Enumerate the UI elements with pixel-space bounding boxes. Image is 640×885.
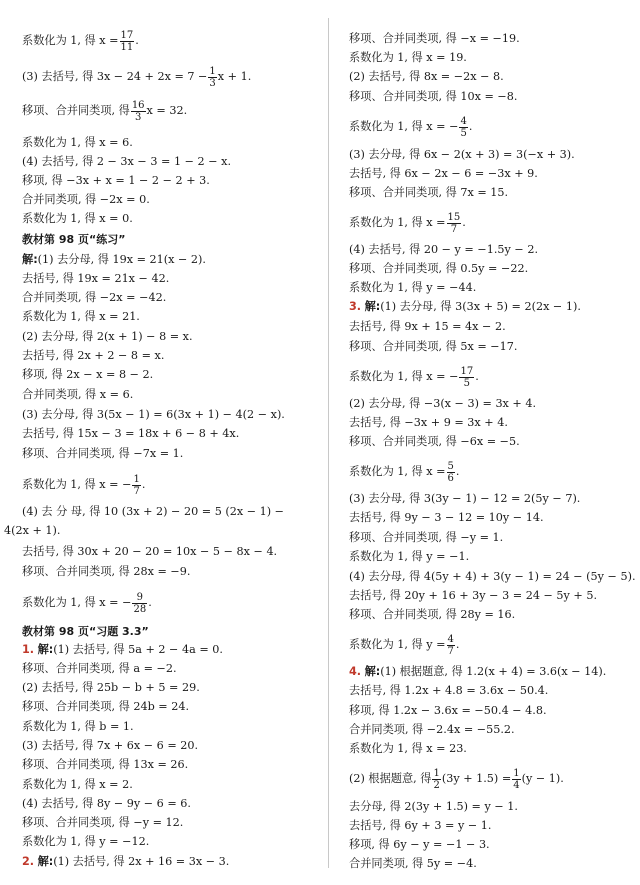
right-line-32: 合并同类项, 得 −2.4x = −55.2. <box>349 723 515 736</box>
right-line-33: 系数化为 1, 得 x = 23. <box>349 742 467 755</box>
right-line-6: (3) 去分母, 得 6x − 2(x + 3) = 3(−x + 3). <box>349 148 575 161</box>
right-line-10: (4) 去括号, 得 20 − y = −1.5y − 2. <box>349 243 538 256</box>
left-line-27: 移项、合并同类项, 得 a = −2. <box>22 662 177 675</box>
right-line-12: 系数化为 1, 得 y = −44. <box>349 281 477 294</box>
left-line-25: 系数化为 1, 得 x = − $\frac{9}{28}$ . <box>22 591 152 615</box>
right-line-11: 移项、合并同类项, 得 0.5y = −22. <box>349 262 529 275</box>
left-line-1: 系数化为 1, 得 x = $\frac{17}{11}$ . <box>22 29 139 53</box>
right-line-13: 3. 解:(1) 去分母, 得 3(3x + 5) = 2(2x − 1). <box>349 300 581 313</box>
left-line-12: 系数化为 1, 得 x = 21. <box>22 310 140 323</box>
left-line-6: 移项, 得 −3x + x = 1 − 2 − 2 + 3. <box>22 174 210 187</box>
left-line-20: 系数化为 1, 得 x = − $\frac{1}{7}$ . <box>22 473 146 497</box>
left-line-18: 去括号, 得 15x − 3 = 18x + 6 − 8 + 4x. <box>22 427 240 440</box>
left-line-21: (4) 去 分 母, 得 10 (3x + 2) − 20 = 5 (2x − 1) − <box>22 505 285 518</box>
left-line-37: 2. 解:(1) 去括号, 得 2x + 16 = 3x − 3. <box>22 855 230 868</box>
left-line-26: 1. 解:(1) 去括号, 得 5a + 2 − 4a = 0. <box>22 643 223 656</box>
right-line-30: 去括号, 得 1.2x + 4.8 = 3.6x − 50.4. <box>349 684 549 697</box>
left-line-19: 移项、合并同类项, 得 −7x = 1. <box>22 447 184 460</box>
left-line-2: (3) 去括号, 得 3x − 24 + 2x = 7 − $\frac{1}{3}$ x + 1. <box>22 65 252 89</box>
fraction: $\frac{4}{5}$ <box>460 115 467 139</box>
right-line-1: 移项、合并同类项, 得 −x = −19. <box>349 32 520 45</box>
left-line-10: 去括号, 得 19x = 21x − 42. <box>22 272 170 285</box>
left-line-11: 合并同类项, 得 −2x = −42. <box>22 291 167 304</box>
left-line-24: 移项、合并同类项, 得 28x = −9. <box>22 565 191 578</box>
right-line-35: 去分母, 得 2(3y + 1.5) = y − 1. <box>349 800 518 813</box>
fraction: $\frac{9}{28}$ <box>133 591 147 615</box>
right-line-34: (2) 根据题意, 得 $\frac{1}{2}$ (3y + 1.5) = $\frac{1}{4}$ (y − 1). <box>349 767 564 791</box>
right-line-24: 系数化为 1, 得 y = −1. <box>349 550 470 563</box>
left-line-17: (3) 去分母, 得 3(5x − 1) = 6(3x + 1) − 4(2 − x). <box>22 408 285 421</box>
right-line-26: 去括号, 得 20y + 16 + 3y − 3 = 24 − 5y + 5. <box>349 589 598 602</box>
left-line-35: 移项、合并同类项, 得 −y = 12. <box>22 816 184 829</box>
right-line-20: 系数化为 1, 得 x = $\frac{5}{6}$ . <box>349 460 460 484</box>
right-line-14: 去括号, 得 9x + 15 = 4x − 2. <box>349 320 506 333</box>
fraction: $\frac{1}{4}$ <box>513 767 520 791</box>
right-line-37: 移项, 得 6y − y = −1 − 3. <box>349 838 490 851</box>
left-line-14: 去括号, 得 2x + 2 − 8 = x. <box>22 349 165 362</box>
fraction: $\frac{17}{11}$ <box>120 29 134 53</box>
left-line-31: (3) 去括号, 得 7x + 6x − 6 = 20. <box>22 739 199 752</box>
right-line-9: 系数化为 1, 得 x = $\frac{15}{7}$ . <box>349 211 466 235</box>
right-line-4: 移项、合并同类项, 得 10x = −8. <box>349 90 518 103</box>
right-line-28: 系数化为 1, 得 y = $\frac{4}{7}$ . <box>349 633 460 657</box>
right-line-31: 移项, 得 1.2x − 3.6x = −50.4 − 4.8. <box>349 704 547 717</box>
right-line-8: 移项、合并同类项, 得 7x = 15. <box>349 186 509 199</box>
left-line-13: (2) 去分母, 得 2(x + 1) − 8 = x. <box>22 330 193 343</box>
right-line-22: 去括号, 得 9y − 3 − 12 = 10y − 14. <box>349 511 544 524</box>
left-line-16: 合并同类项, 得 x = 6. <box>22 388 134 401</box>
section-heading-practice: 教材第 98 页“练习” <box>22 233 126 246</box>
left-line-9: 解:(1) 去分母, 得 19x = 21(x − 2). <box>22 253 206 266</box>
right-line-27: 移项、合并同类项, 得 28y = 16. <box>349 608 516 621</box>
left-line-22: 4(2x + 1). <box>4 524 61 537</box>
right-line-17: (2) 去分母, 得 −3(x − 3) = 3x + 4. <box>349 397 537 410</box>
left-line-28: (2) 去括号, 得 25b − b + 5 = 29. <box>22 681 200 694</box>
right-line-15: 移项、合并同类项, 得 5x = −17. <box>349 340 518 353</box>
right-line-25: (4) 去分母, 得 4(5y + 4) + 3(y − 1) = 24 − (5y − 5). <box>349 570 636 583</box>
left-line-23: 去括号, 得 30x + 20 − 20 = 10x − 5 − 8x − 4. <box>22 545 278 558</box>
left-line-15: 移项, 得 2x − x = 8 − 2. <box>22 368 154 381</box>
left-line-33: 系数化为 1, 得 x = 2. <box>22 778 133 791</box>
section-heading-exercise: 教材第 98 页“习题 3.3” <box>22 625 149 638</box>
fraction: $\frac{15}{7}$ <box>447 211 461 235</box>
right-line-16: 系数化为 1, 得 x = − $\frac{17}{5}$ . <box>349 365 479 389</box>
left-line-3: 移项、合并同类项, 得 $\frac{16}{3}$ x = 32. <box>22 99 188 123</box>
right-line-5: 系数化为 1, 得 x = − $\frac{4}{5}$ . <box>349 115 473 139</box>
fraction: $\frac{1}{3}$ <box>209 65 216 89</box>
fraction: $\frac{1}{7}$ <box>133 473 140 497</box>
left-line-30: 系数化为 1, 得 b = 1. <box>22 720 134 733</box>
fraction: $\frac{5}{6}$ <box>447 460 454 484</box>
fraction: $\frac{17}{5}$ <box>460 365 474 389</box>
fraction: $\frac{16}{3}$ <box>131 99 145 123</box>
right-line-18: 去括号, 得 −3x + 9 = 3x + 4. <box>349 416 508 429</box>
right-line-2: 系数化为 1, 得 x = 19. <box>349 51 467 64</box>
left-line-32: 移项、合并同类项, 得 13x = 26. <box>22 758 189 771</box>
fraction: $\frac{4}{7}$ <box>447 633 454 657</box>
right-line-19: 移项、合并同类项, 得 −6x = −5. <box>349 435 520 448</box>
left-line-8: 系数化为 1, 得 x = 0. <box>22 212 133 225</box>
left-line-34: (4) 去括号, 得 8y − 9y − 6 = 6. <box>22 797 191 810</box>
right-line-7: 去括号, 得 6x − 2x − 6 = −3x + 9. <box>349 167 538 180</box>
right-line-23: 移项、合并同类项, 得 −y = 1. <box>349 531 504 544</box>
left-line-4: 系数化为 1, 得 x = 6. <box>22 136 133 149</box>
left-line-5: (4) 去括号, 得 2 − 3x − 3 = 1 − 2 − x. <box>22 155 232 168</box>
right-line-38: 合并同类项, 得 5y = −4. <box>349 857 477 870</box>
right-line-29: 4. 解:(1) 根据题意, 得 1.2(x + 4) = 3.6(x − 14). <box>349 665 607 678</box>
right-line-36: 去括号, 得 6y + 3 = y − 1. <box>349 819 492 832</box>
left-line-7: 合并同类项, 得 −2x = 0. <box>22 193 150 206</box>
column-divider <box>328 18 329 868</box>
left-line-29: 移项、合并同类项, 得 24b = 24. <box>22 700 190 713</box>
fraction: $\frac{1}{2}$ <box>433 767 440 791</box>
right-line-3: (2) 去括号, 得 8x = −2x − 8. <box>349 70 504 83</box>
left-line-36: 系数化为 1, 得 y = −12. <box>22 835 150 848</box>
right-line-21: (3) 去分母, 得 3(3y − 1) − 12 = 2(5y − 7). <box>349 492 581 505</box>
